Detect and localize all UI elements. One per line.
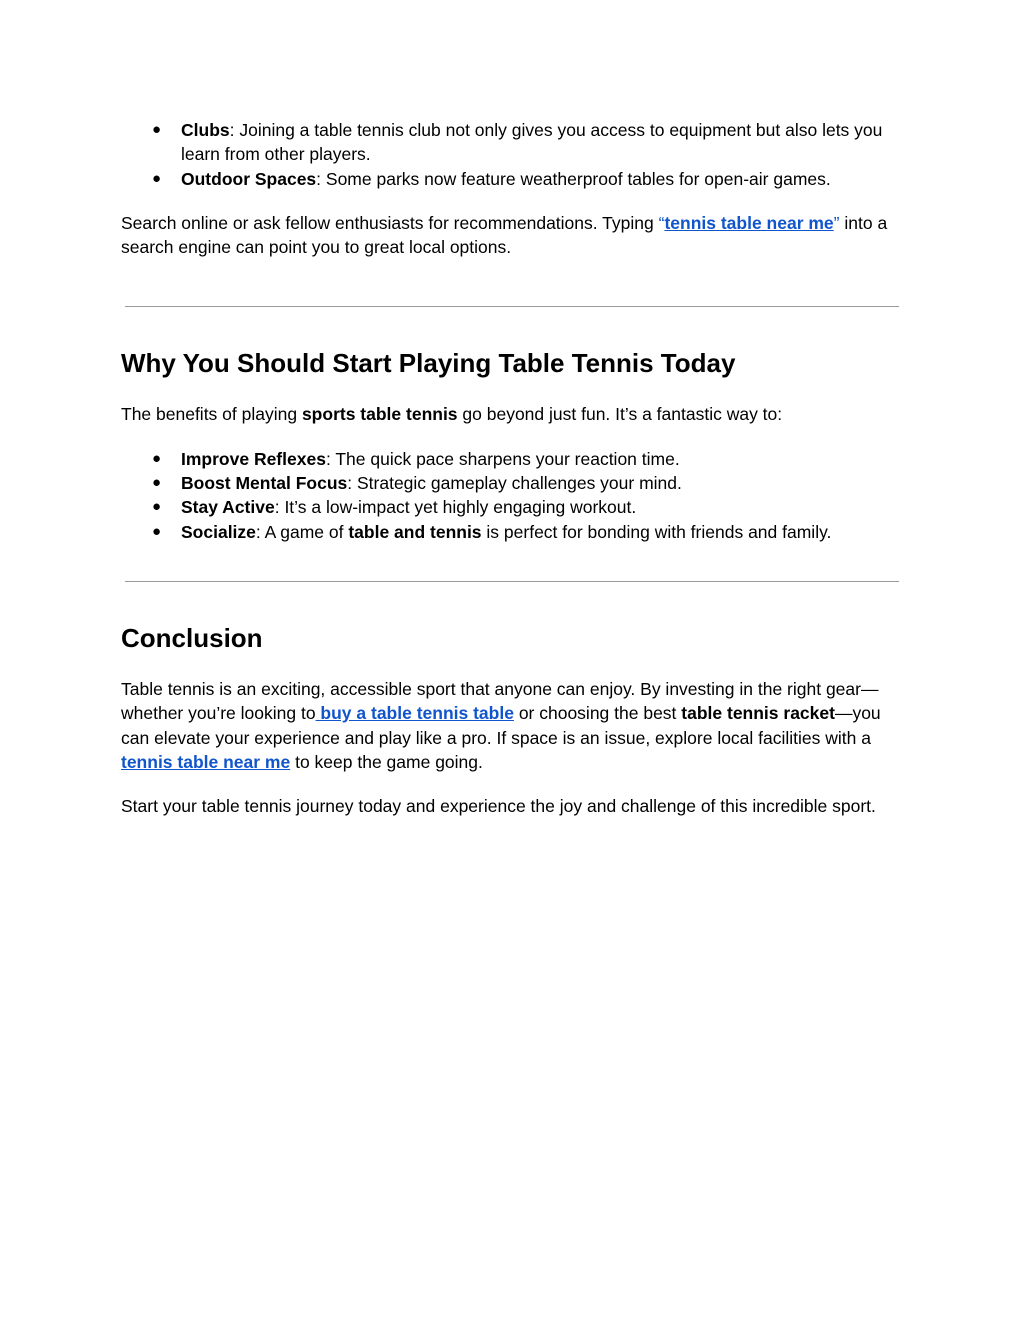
list-item-term: Outdoor Spaces (181, 168, 317, 189)
conclusion-paragraph (121, 677, 901, 774)
facilities-list (121, 118, 901, 191)
conclusion-bold-racket: table tennis racket (681, 703, 835, 724)
list-item-text: : Strategic gameplay challenges your mind. (347, 473, 682, 494)
list-item (121, 167, 901, 191)
section-divider (125, 306, 899, 307)
list-item-bold: table and tennis (348, 521, 482, 542)
why-intro-bold: sports table tennis (301, 404, 458, 425)
list-item-text: : Some parks now feature weatherproof tables for open-air games. (316, 168, 831, 189)
closing-paragraph: Start your table tennis journey today and experience the joy and challenge of this incredible sport. (121, 796, 876, 817)
bullet-icon: ● (152, 169, 162, 187)
list-item-term: Improve Reflexes (181, 448, 326, 469)
bullet-icon: ● (152, 449, 162, 467)
bullet-icon: ● (152, 474, 162, 492)
buy-table-tennis-table-link[interactable]: buy a table tennis table (315, 703, 514, 724)
tennis-table-near-me-link[interactable]: tennis table near me (121, 751, 291, 772)
search-text-after: into a search engine can point you to great local options. (121, 212, 888, 258)
bullet-icon: ● (152, 498, 162, 516)
why-intro-before: The benefits of playing (121, 404, 302, 425)
close-quote: ” (833, 212, 840, 233)
list-item (121, 471, 901, 495)
section-divider (125, 581, 899, 582)
list-item-term: Stay Active (181, 497, 275, 518)
list-item (121, 118, 901, 167)
list-item-term: Boost Mental Focus (181, 473, 348, 494)
list-item (121, 447, 901, 471)
bullet-icon: ● (152, 121, 162, 138)
bullet-icon: ● (152, 522, 162, 540)
open-quote: “ (658, 212, 665, 233)
list-item (121, 495, 901, 519)
search-paragraph (121, 211, 901, 260)
list-item-text-end: is perfect for bonding with friends and family. (481, 521, 832, 542)
conclusion-text-d: to keep the game going. (290, 751, 483, 772)
tennis-table-near-me-link[interactable]: tennis table near me (664, 212, 834, 233)
conclusion-text-a: Table tennis is an exciting, accessible sport that anyone can enjoy. By investing in the right gear—whether you’re looking to (121, 678, 879, 724)
why-intro-after: go beyond just fun. It’s a fantastic way to: (457, 404, 783, 425)
conclusion-text-b: or choosing the best (513, 703, 682, 724)
list-item-text: : Joining a table tennis club not only gives you access to equipment but also lets you learn from other players. (181, 120, 883, 165)
conclusion-text-c: —you can elevate your experience and play like a pro. If space is an issue, explore local facilities with a (121, 703, 881, 748)
list-item (121, 520, 901, 544)
list-item-term: Clubs (181, 120, 230, 140)
list-item-text: : It’s a low-impact yet highly engaging workout. (274, 497, 637, 518)
why-heading: Why You Should Start Playing Table Tennis Today (121, 348, 736, 379)
list-item-term: Socialize (181, 521, 256, 542)
search-text-before: Search online or ask fellow enthusiasts for recommendations. Typing (121, 212, 659, 233)
why-intro (121, 402, 901, 426)
list-item-text: : A game of (255, 521, 349, 542)
document-page (121, 118, 901, 818)
benefits-list (121, 447, 901, 544)
list-item-text: : The quick pace sharpens your reaction time. (325, 448, 680, 469)
conclusion-heading: Conclusion (121, 622, 263, 653)
